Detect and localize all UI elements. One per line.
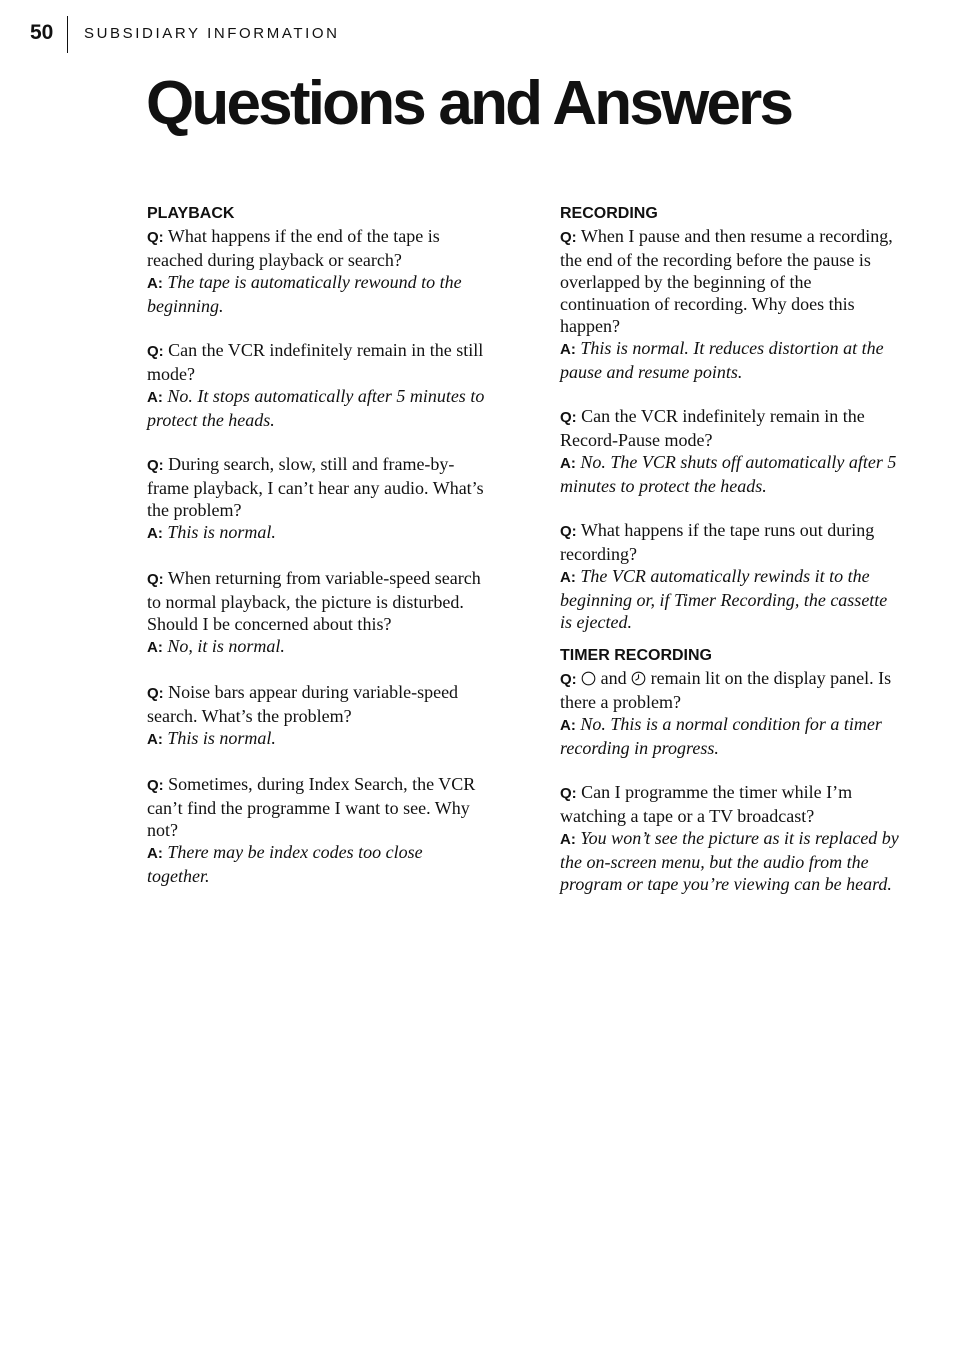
qa-item (147, 339, 487, 431)
question-text: What happens if the end of the tape is reached during playback or search? (147, 226, 440, 270)
answer (560, 337, 900, 383)
question-text: and (600, 668, 627, 688)
question (147, 339, 487, 385)
question-text: When returning from variable-speed search to normal playback, the picture is disturbed. Should I be concerned about this? (147, 568, 481, 634)
a-label: A: (147, 389, 163, 406)
answer (560, 451, 900, 497)
a-label: A: (560, 341, 576, 358)
answer-text: This is normal. It reduces distortion at the pause and resume points. (560, 338, 884, 382)
a-label: A: (560, 831, 576, 848)
question (560, 225, 900, 337)
a-label: A: (560, 455, 576, 472)
section-heading-recording: RECORDING (560, 205, 658, 222)
answer-text: The tape is automatically rewound to the beginning. (147, 272, 462, 316)
qa-item (147, 681, 487, 751)
a-label: A: (560, 569, 576, 586)
answer-text: No. The VCR shuts off automatically after 5 minutes to protect the heads. (560, 452, 897, 496)
q-label: Q: (147, 777, 164, 794)
question (560, 667, 900, 713)
question-text: When I pause and then resume a recording, the end of the recording before the pause is overlapped by the beginning of the continuation of recording. Why does this happen? (560, 226, 893, 336)
qa-item (560, 405, 900, 497)
q-label: Q: (147, 571, 164, 588)
header-divider (67, 16, 68, 53)
q-label: Q: (147, 457, 164, 474)
q-label: Q: (147, 229, 164, 246)
qa-item (147, 453, 487, 545)
qa-item (147, 773, 487, 887)
a-label: A: (560, 717, 576, 734)
answer-text: No. It stops automatically after 5 minutes to protect the heads. (147, 386, 485, 430)
question-text: remain lit on the display panel. Is there a problem? (560, 668, 892, 712)
a-label: A: (147, 525, 163, 542)
q-label: Q: (147, 343, 164, 360)
answer-text: You won’t see the picture as it is replaced by the on-screen menu, but the audio from the program or tape you’re viewing can be heard. (560, 828, 899, 894)
answer (560, 565, 900, 633)
answer (560, 827, 900, 895)
answer-text: No. This is a normal condition for a timer recording in progress. (560, 714, 882, 758)
answer (147, 635, 487, 659)
answer (147, 385, 487, 431)
question-text: Can the VCR indefinitely remain in the Record-Pause mode? (560, 406, 865, 450)
left-column (147, 203, 487, 909)
question-text: Noise bars appear during variable-speed search. What’s the problem? (147, 682, 459, 726)
question-text: Sometimes, during Index Search, the VCR can’t find the programme I want to see. Why not? (147, 774, 476, 840)
question-text: During search, slow, still and frame-by-frame playback, I can’t hear any audio. What’s the problem? (147, 454, 484, 520)
q-label: Q: (147, 685, 164, 702)
answer-text: The VCR automatically rewinds it to the beginning or, if Timer Recording, the cassette is ejected. (560, 566, 888, 632)
a-label: A: (147, 731, 163, 748)
question (147, 567, 487, 635)
qa-item (560, 781, 900, 895)
clock-icon (631, 669, 646, 684)
a-label: A: (147, 845, 163, 862)
q-label: Q: (560, 409, 577, 426)
q-label: Q: (560, 523, 577, 540)
qa-item (147, 225, 487, 317)
answer (147, 841, 487, 887)
question-text: Can the VCR indefinitely remain in the still mode? (147, 340, 484, 384)
right-column (560, 203, 900, 917)
q-label: Q: (560, 785, 577, 802)
answer (147, 271, 487, 317)
answer-text: This is normal. (167, 728, 276, 748)
q-label: Q: (560, 229, 577, 246)
qa-item (560, 225, 900, 383)
question-text: What happens if the tape runs out during recording? (560, 520, 875, 564)
section-heading-playback: PLAYBACK (147, 205, 235, 222)
answer-text: This is normal. (167, 522, 276, 542)
a-label: A: (147, 275, 163, 292)
question (147, 453, 487, 521)
section-heading-timer-recording: TIMER RECORDING (560, 647, 712, 664)
a-label: A: (147, 639, 163, 656)
section-label: SUBSIDIARY INFORMATION (84, 25, 340, 42)
page-title: Questions and Answers (146, 69, 792, 138)
answer-text: There may be index codes too close together. (147, 842, 423, 886)
question-text: Can I programme the timer while I’m watching a tape or a TV broadcast? (560, 782, 853, 826)
question (560, 519, 900, 565)
answer-text: No, it is normal. (167, 636, 285, 656)
qa-item (560, 667, 900, 759)
q-label: Q: (560, 671, 577, 688)
answer (147, 521, 487, 545)
circle-icon (581, 669, 596, 684)
answer (560, 713, 900, 759)
question (147, 773, 487, 841)
qa-item (147, 567, 487, 659)
question (560, 405, 900, 451)
question (560, 781, 900, 827)
question (147, 225, 487, 271)
qa-item (560, 519, 900, 633)
answer (147, 727, 487, 751)
page-number: 50 (30, 21, 54, 44)
question (147, 681, 487, 727)
